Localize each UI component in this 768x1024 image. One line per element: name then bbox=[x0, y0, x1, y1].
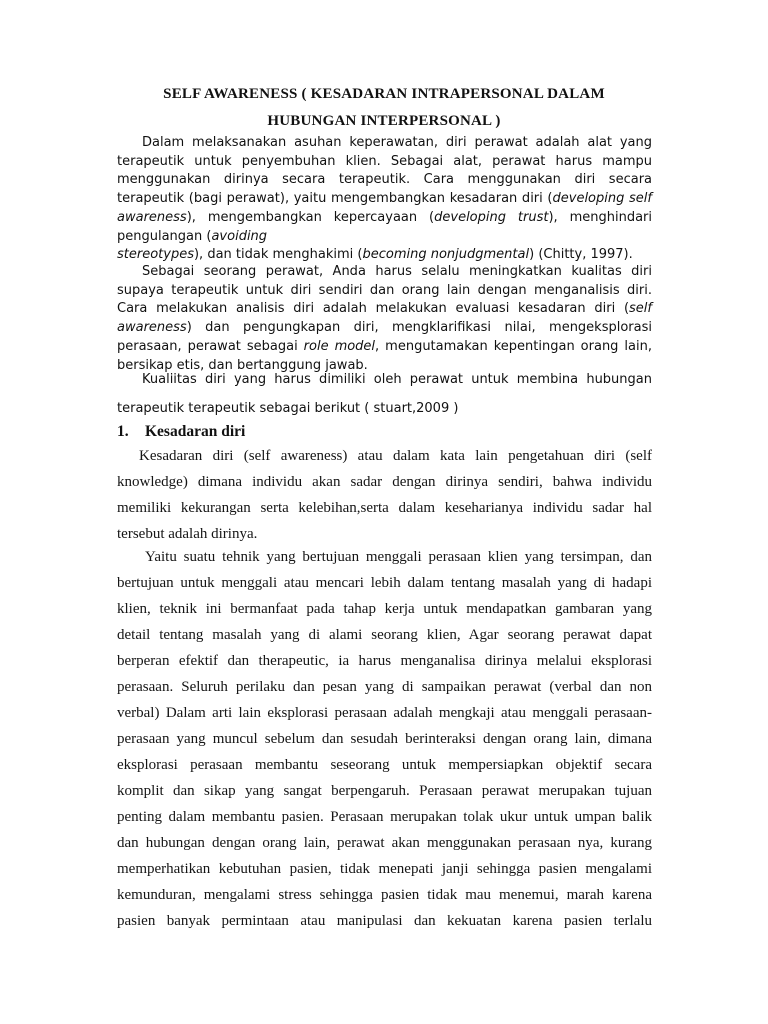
section-2-line: Yaitu suatu tehnik yang bertujuan menggali perasaan klien yang tersimpan, dan bbox=[145, 549, 652, 565]
paragraph-intro-text-a: Dalam melaksanakan asuhan keperawatan, diri perawat adalah alat yang terapeutik untuk penyembuhan klien. Sebagai alat, perawat harus mampu menggunakan dirinya secara terapeutik. Cara menggunakan diri secara terapeutik (bagi perawat), yaitu mengembangkan kesadaran diri ( bbox=[117, 135, 652, 207]
paragraph-qualities-text-2: terapeutik terapeutik sebagai berikut ( stuart,2009 ) bbox=[117, 401, 459, 416]
paragraph-self-analysis-italic-b: role model bbox=[303, 338, 376, 354]
section-2-line: bertujuan untuk menggali atau mencari lebih dalam tentang masalah yang di hadapi bbox=[117, 575, 652, 591]
section-2-line: klien, teknik ini bermanfaat pada tahap kerja untuk mendapatkan gambaran yang bbox=[117, 601, 652, 617]
section-2-line: pasien banyak permintaan atau manipulasi dan kekuatan karena pasien terlalu bbox=[117, 913, 652, 929]
section-2-line: memperhatikan kebutuhan pasien, tidak menepati janji sehingga pasien mengalami bbox=[117, 861, 652, 877]
paragraph-intro-text-e: ) (Chitty, 1997). bbox=[529, 247, 633, 263]
section-heading-number: 1. bbox=[117, 423, 129, 440]
paragraph-intro-italic-a: developing self awareness bbox=[117, 191, 652, 225]
section-1-line: Kesadaran diri (self awareness) atau dalam kata lain pengetahuan diri (self bbox=[139, 448, 652, 464]
section-2-line: berperan efektif dan therapeutic, ia harus menganalisa dirinya melalui eksplorasi bbox=[117, 653, 652, 669]
paragraph-intro-italic-c1: avoiding bbox=[211, 228, 268, 244]
paragraph-intro-italic-c2: stereotypes bbox=[117, 247, 194, 263]
paragraph-qualities-line-2 bbox=[117, 400, 652, 419]
section-2-line: dan hubungan dengan orang lain, perawat akan menggunakan perasaan nya, kurang bbox=[117, 835, 652, 851]
document-title-line-2: HUBUNGAN INTERPERSONAL ) bbox=[267, 113, 501, 129]
section-2-line: detail tentang masalah yang di alami seorang klien, Agar seorang perawat dapat bbox=[117, 627, 652, 643]
paragraph-self-analysis bbox=[117, 263, 652, 375]
section-1-paragraph bbox=[117, 443, 652, 547]
section-2-paragraph bbox=[117, 544, 652, 934]
paragraph-intro-italic-b: developing trust bbox=[434, 209, 549, 225]
section-heading bbox=[117, 423, 245, 441]
paragraph-intro bbox=[117, 134, 652, 265]
section-2-line: perasaan. Seluruh perilaku dan pesan yang di sampaikan perawat (verbal dan non bbox=[117, 679, 652, 695]
paragraph-self-analysis-italic-a: self awareness bbox=[117, 301, 652, 336]
paragraph-self-analysis-text-c: , mengutamakan kepentingan orang lain, bersikap etis, dan bertanggung jawab. bbox=[117, 338, 652, 373]
paragraph-qualities-line-1 bbox=[117, 371, 652, 390]
section-2-line: komplit dan sikap yang sangat berpengaruh. Perasaan perawat merupakan tujuan bbox=[117, 783, 652, 799]
section-2-line: perasaan yang muncul sebelum dan sesudah berinteraksi dengan orang lain, dimana bbox=[117, 731, 652, 747]
paragraph-intro-italic-d: becoming nonjudgmental bbox=[362, 247, 530, 263]
paragraph-intro-text-c: ), menghindari pengulangan ( bbox=[117, 209, 653, 244]
section-heading-text: Kesadaran diri bbox=[145, 423, 246, 440]
section-1-line: tersebut adalah dirinya. bbox=[117, 526, 258, 542]
section-2-line: penting dalam membantu pasien. Perasaan merupakan tolak ukur untuk umpan balik bbox=[117, 809, 652, 825]
paragraph-intro-text-b: ), mengembangkan kepercayaan ( bbox=[186, 209, 435, 225]
section-2-line: eksplorasi perasaan membantu seseorang untuk mempersiapkan objektif secara bbox=[117, 757, 652, 773]
paragraph-qualities-text-1: Kualiitas diri yang harus dimiliki oleh perawat untuk membina hubungan bbox=[142, 372, 652, 387]
section-1-line: knowledge) dimana individu akan sadar dengan dirinya sendiri, bahwa individu bbox=[117, 474, 652, 490]
section-1-line: memiliki kekurangan serta kelebihan,serta dalam keseharianya individu sadar hal bbox=[117, 500, 652, 516]
paragraph-self-analysis-text-b: ) dan pengungkapan diri, mengklarifikasi nilai, mengeksplorasi perasaan, perawat sebagai bbox=[117, 320, 652, 354]
paragraph-self-analysis-text-a: Sebagai seorang perawat, Anda harus selalu meningkatkan kualitas diri supaya terapeutik untuk diri sendiri dan orang lain dengan menganalisis diri. Cara melakukan analisis diri adalah melakukan evaluasi kesadaran diri ( bbox=[117, 264, 652, 317]
document-title-line-1: SELF AWARENESS ( KESADARAN INTRAPERSONAL DALAM bbox=[163, 86, 605, 102]
section-2-line: kemunduran, mengalami stress sehingga pasien tidak mau menemui, marah karena bbox=[117, 887, 652, 903]
paragraph-intro-text-d: ), dan tidak menghakimi ( bbox=[193, 247, 363, 263]
section-2-line: verbal) Dalam arti lain eksplorasi perasaan adalah mengkaji atau menggali perasaan- bbox=[117, 705, 652, 721]
